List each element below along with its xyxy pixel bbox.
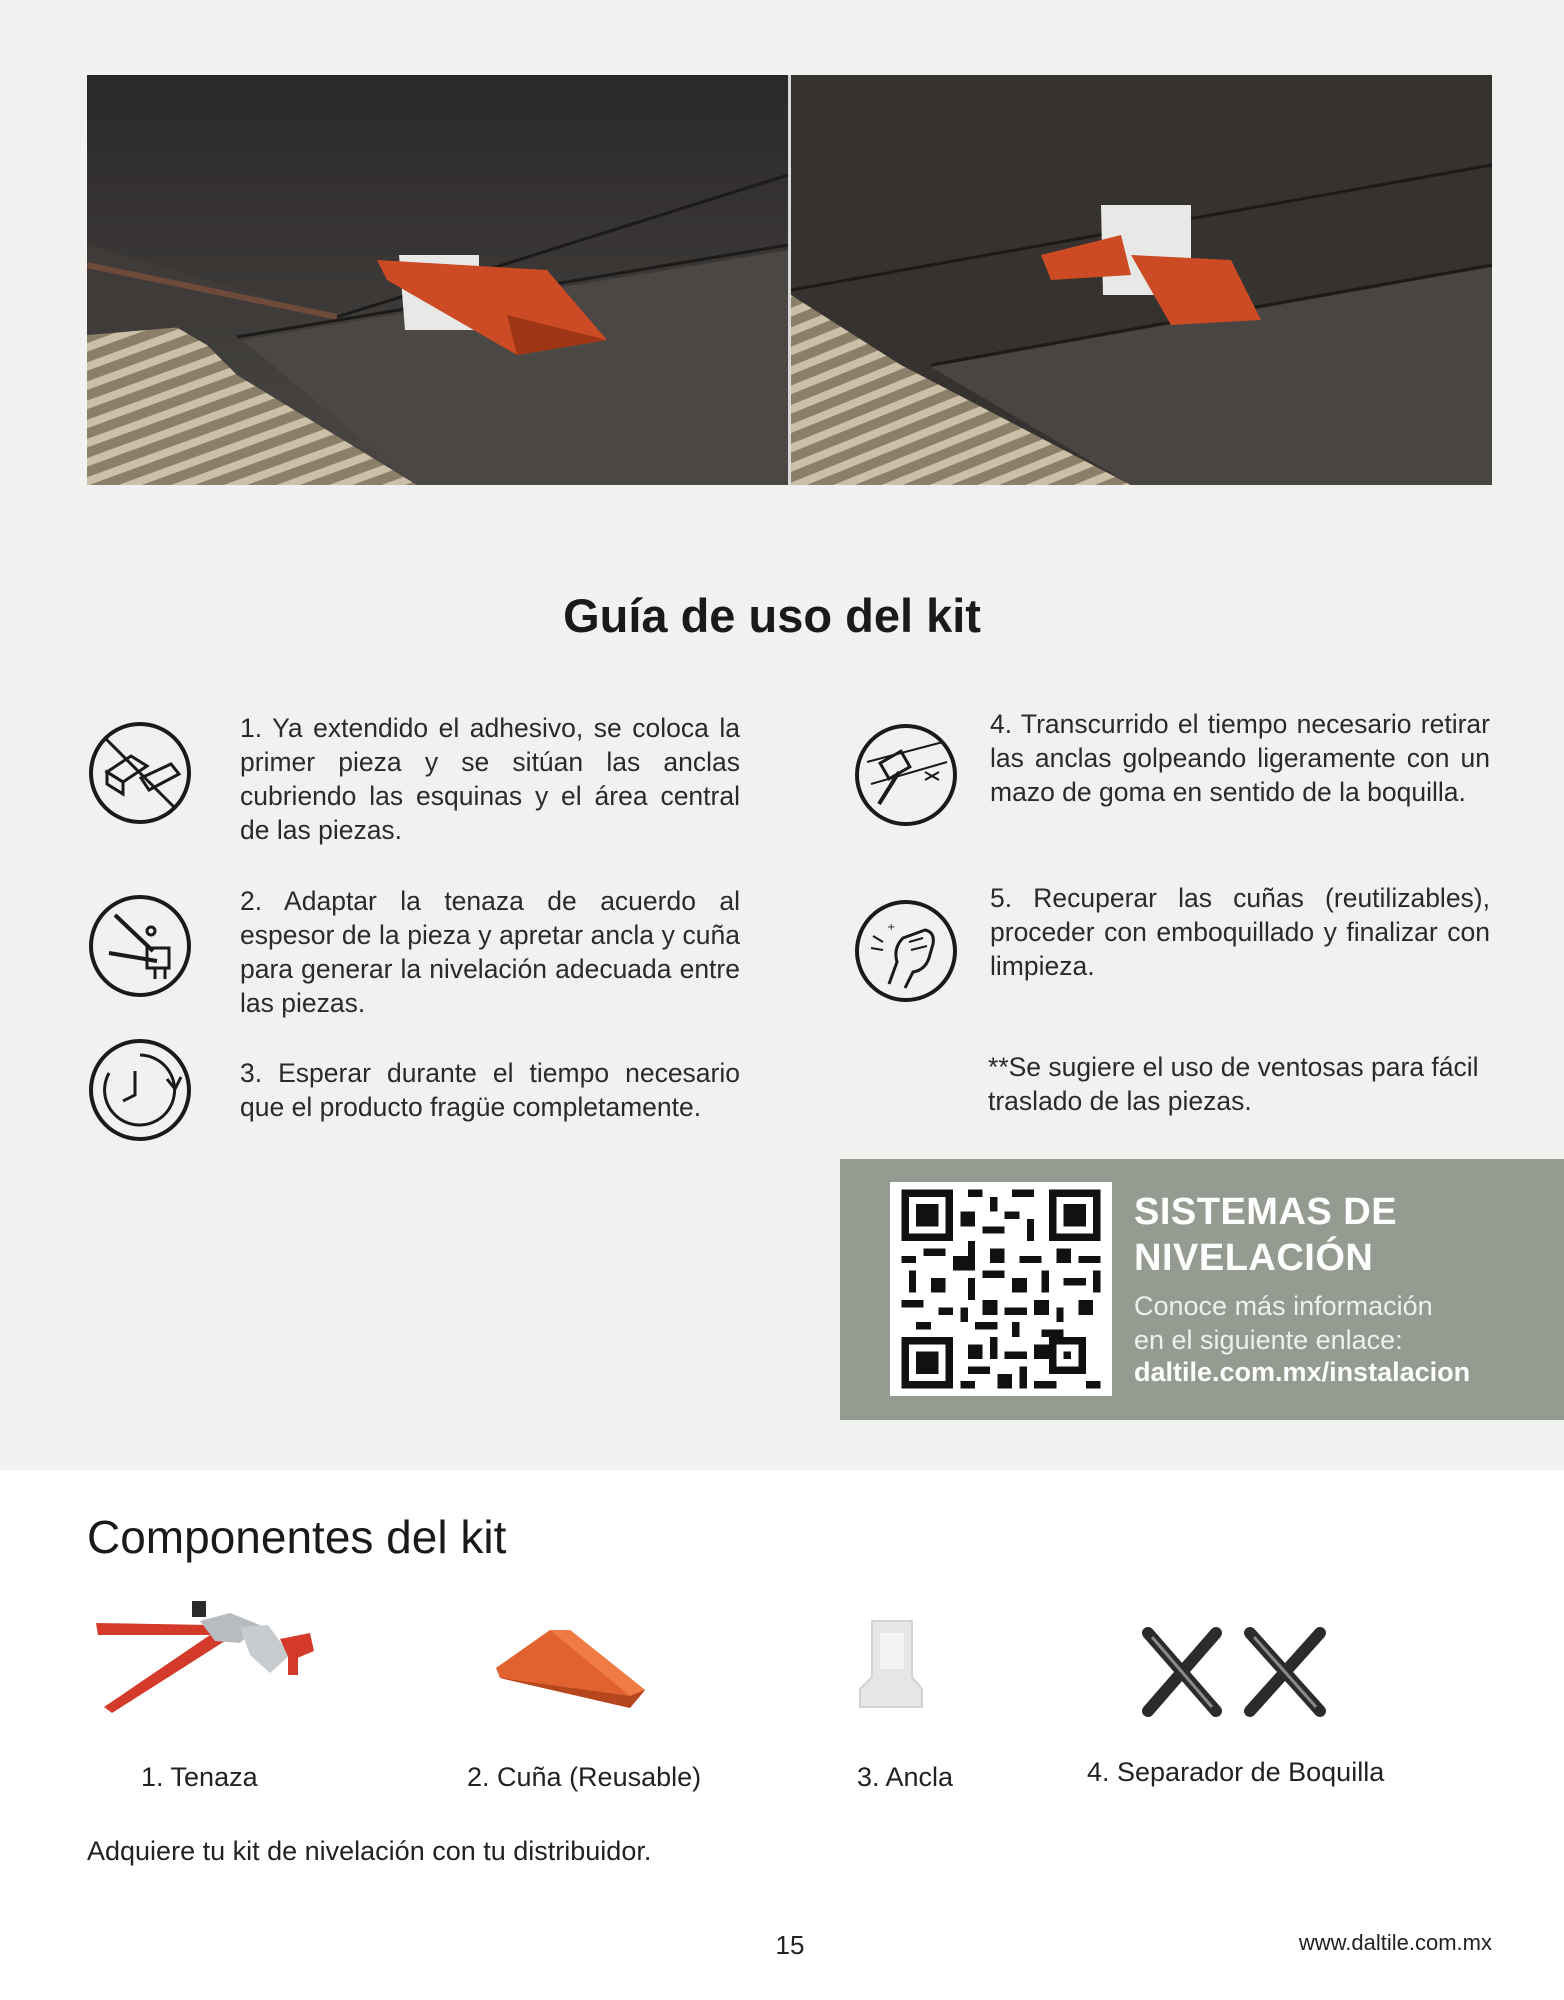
qr-code[interactable] (890, 1182, 1112, 1396)
photo-leveling-before (87, 75, 788, 485)
component-label-pliers: 1. Tenaza (141, 1762, 258, 1792)
qr-info-panel (840, 1159, 1564, 1420)
page-number: 15 (775, 1930, 805, 1960)
pliers-icon (87, 893, 193, 999)
anchor-tile-icon (87, 720, 193, 826)
spacer-cross-icon (1140, 1627, 1340, 1717)
step-3-text: 3. Esperar durante el tiempo necesario que el producto fragüe completamente. (240, 1058, 740, 1122)
component-label-anchor: 3. Ancla (857, 1762, 954, 1792)
guide-title: Guía de uso del kit (563, 589, 981, 642)
qr-title-line1: SISTEMAS DE (1134, 1191, 1398, 1233)
step-1-text: 1. Ya extendido el adhesivo, se coloca la primer pieza y se sitúan las anclas cubriendo las esquinas y el área central de las piezas. (240, 713, 740, 845)
pliers-product-icon (90, 1595, 320, 1725)
photo-leveling-after (791, 75, 1492, 485)
rubber-mallet-icon (853, 722, 959, 828)
qr-panel-subtitle (1134, 1289, 1433, 1357)
qr-panel-title (1134, 1189, 1397, 1281)
hand-icon (853, 898, 959, 1004)
anchor-product-icon (850, 1617, 940, 1717)
installation-photos (87, 75, 1492, 485)
step-2-text: 2. Adaptar la tenaza de acuerdo al espesor de la pieza y apretar ancla y cuña para generar la nivelación adecuada entre las piezas. (240, 886, 740, 1018)
step-5-text: 5. Recuperar las cuñas (reutilizables), proceder con emboquillado y finalizar con limpieza. (990, 883, 1490, 981)
qr-sub-line2: en el siguiente enlace: (1134, 1325, 1403, 1355)
qr-title-line2: NIVELACIÓN (1134, 1237, 1374, 1279)
installation-link[interactable]: daltile.com.mx/instalacion (1134, 1357, 1471, 1387)
clock-icon (87, 1037, 193, 1143)
svg-text:+: + (887, 922, 896, 933)
footer-website[interactable]: www.daltile.com.mx (1298, 1930, 1492, 1955)
purchase-note: Adquiere tu kit de nivelación con tu distribuidor. (87, 1836, 652, 1866)
component-label-spacer: 4. Separador de Boquilla (1087, 1757, 1385, 1787)
component-label-wedge: 2. Cuña (Reusable) (467, 1762, 702, 1792)
step-4-text: 4. Transcurrido el tiempo necesario retirar las anclas golpeando ligeramente con un mazo de goma en sentido de la boquilla. (990, 709, 1490, 807)
qr-sub-line1: Conoce más información (1134, 1291, 1433, 1321)
wedge-product-icon (490, 1620, 660, 1715)
components-title: Componentes del kit (87, 1511, 507, 1563)
suction-cup-note: **Se sugiere el uso de ventosas para fácil traslado de las piezas. (988, 1052, 1479, 1116)
